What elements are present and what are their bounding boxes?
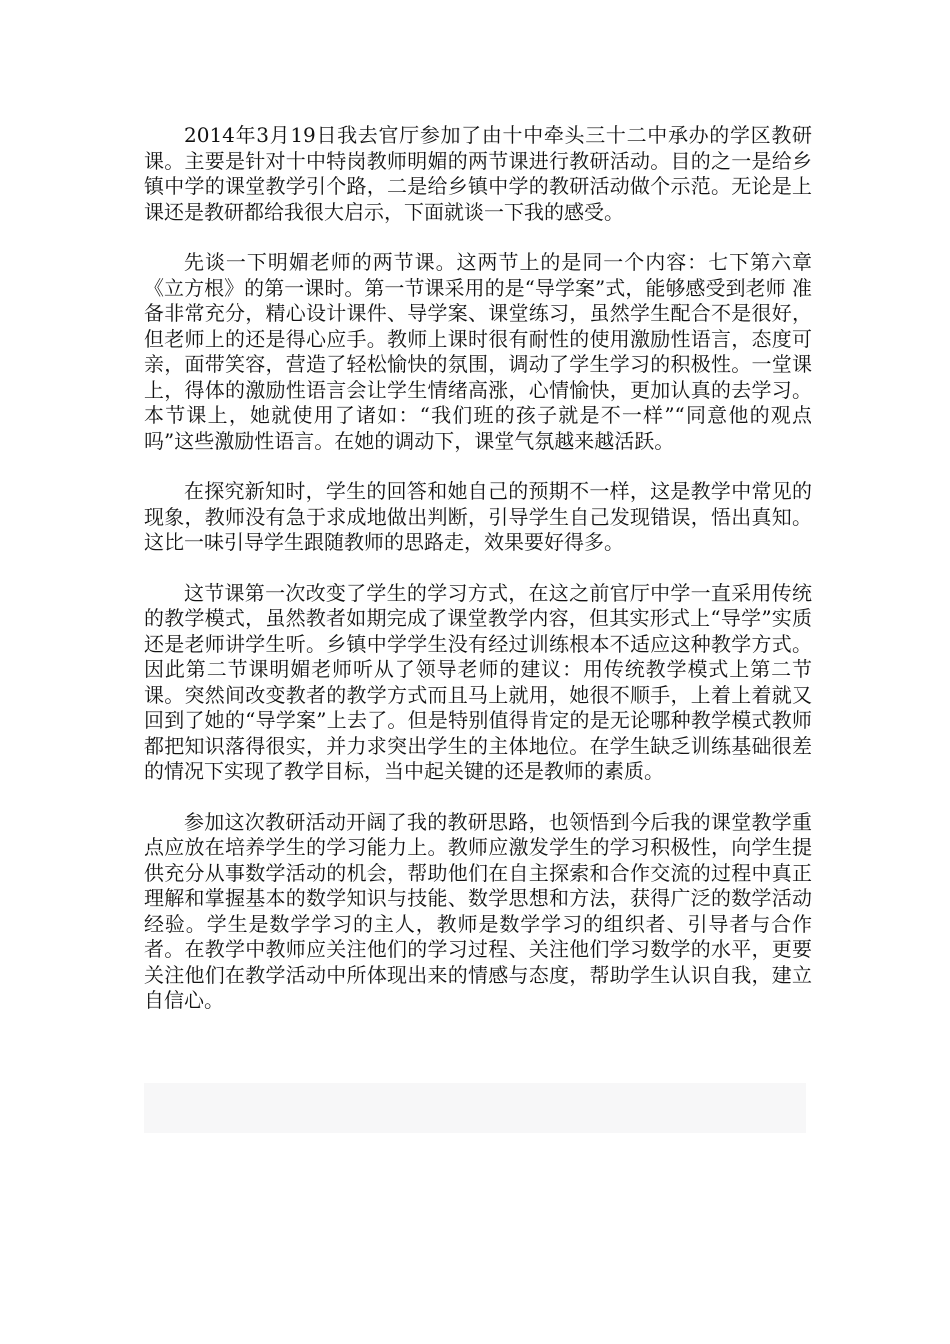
paragraph-5: 参加这次教研活动开阔了我的教研思路，也领悟到今后我的课堂教学重点应放在培养学生的学习能力上。教师应激发学生的学习积极性，向学生提供充分从事数学活动的机会，帮助他们在自主探索和合作交流的过程中真正理解和掌握基本的数学知识与技能、数学思想和方法，获得广泛的数学活动经验。学生是数学学习的主人，教师是数学学习的组织者、引导者与合作者。在教学中教师应关注他们的学习过程、关注他们学习数学的水平，更要关注他们在教学活动中所体现出来的情感与态度，帮助学生认识自我，建立自信心。 — [144, 809, 812, 1012]
faint-footer-band — [144, 1083, 806, 1133]
paragraph-3: 在探究新知时，学生的回答和她自己的预期不一样，这是教学中常见的现象，教师没有急于求成地做出判断，引导学生自己发现错误，悟出真知。这比一味引导学生跟随教师的思路走，效果要好得多。 — [144, 479, 812, 554]
document-body — [144, 123, 812, 1039]
paragraph-1: 2014年3月19日我去官厅参加了由十中牵头三十二中承办的学区教研课。主要是针对十中特岗教师明媚的两节课进行教研活动。目的之一是给乡镇中学的课堂教学引个路，二是给乡镇中学的教研活动做个示范。无论是上课还是教研都给我很大启示，下面就谈一下我的感受。 — [144, 123, 812, 224]
paragraph-4: 这节课第一次改变了学生的学习方式，在这之前官厅中学一直采用传统的教学模式，虽然教者如期完成了课堂教学内容，但其实形式上“导学”实质还是老师讲学生听。乡镇中学学生没有经过训练根本不适应这种教学方式。因此第二节课明媚老师听从了领导老师的建议：用传统教学模式上第二节课。突然间改变教者的教学方式而且马上就用，她很不顺手，上着上着就又回到了她的“导学案”上去了。但是特别值得肯定的是无论哪种教学模式教师都把知识落得很实，并力求突出学生的主体地位。在学生缺乏训练基础很差的情况下实现了教学目标，当中起关键的还是教师的素质。 — [144, 580, 812, 783]
paragraph-2: 先谈一下明媚老师的两节课。这两节上的是同一个内容：七下第六章《立方根》的第一课时。第一节课采用的是“导学案”式，能够感受到老师 准备非常充分，精心设计课件、导学案、课堂练习，虽然学生配合不是很好，但老师上的还是得心应手。教师上课时很有耐性的使用激励性语言，态度可亲，面带笑容，营造了轻松愉快的氛围，调动了学生学习的积极性。一堂课上，得体的激励性语言会让学生情绪高涨，心情愉快，更加认真的去学习。本节课上，她就使用了诸如：“我们班的孩子就是不一样”“同意他的观点吗”这些激励性语言。在她的调动下，课堂气氛越来越活跃。 — [144, 250, 812, 453]
